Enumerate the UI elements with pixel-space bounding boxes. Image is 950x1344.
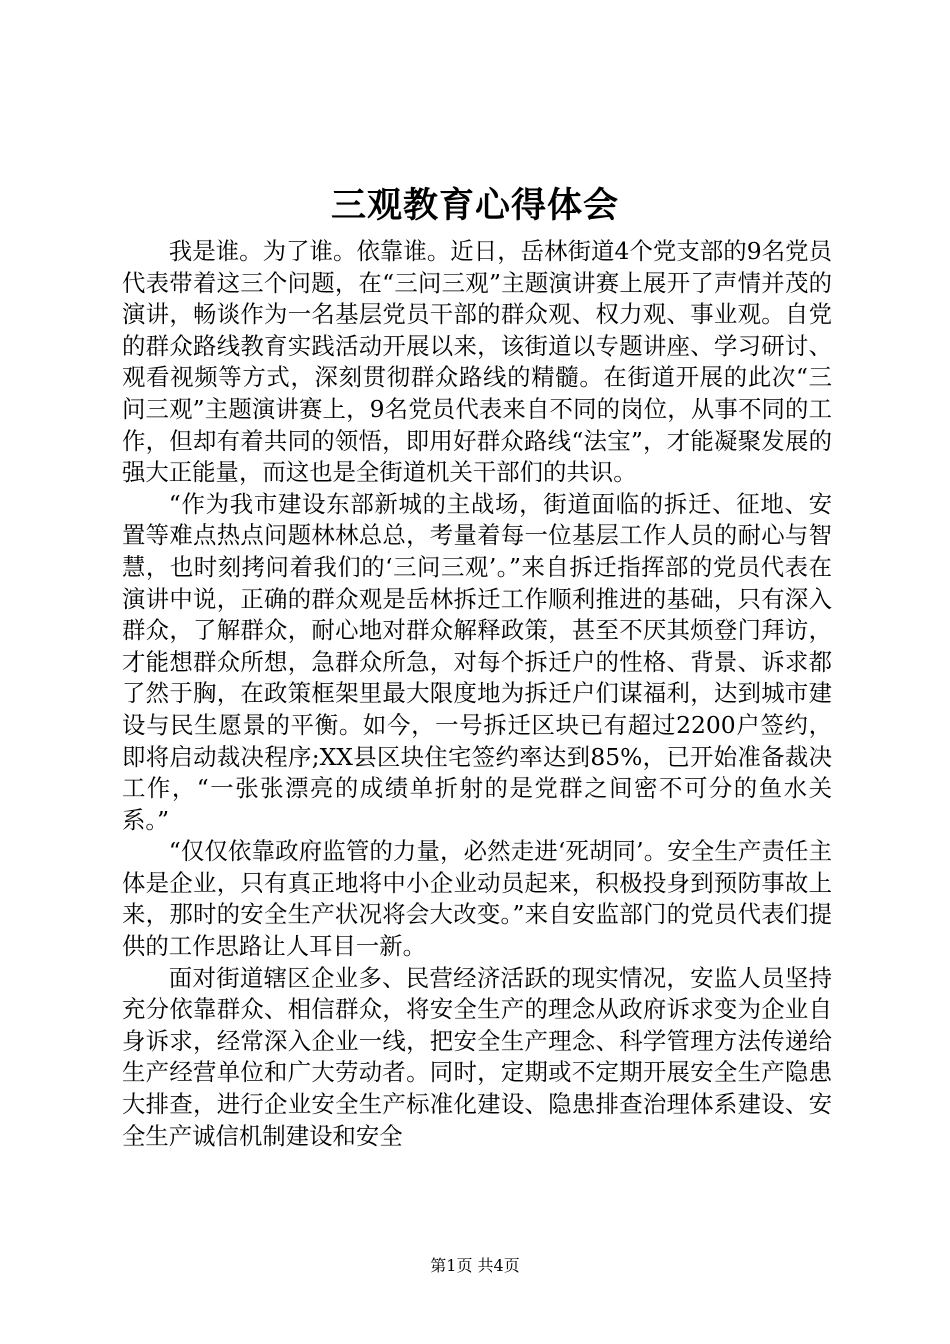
paragraph-2: “作为我市建设东部新城的主战场，街道面临的拆迁、征地、安置等难点热点问题林林总总，考量着每一位基层工作人员的耐心与智慧，也时刻拷问着我们的‘三问三观’。”来自拆迁指挥部的党员代表在演讲中说，正确的群众观是岳林拆迁工作顺利推进的基础，只有深入群众，了解群众，耐心地对群众解释政策，甚至不厌其烦登门拜访，才能想群众所想，急群众所急，对每个拆迁户的性格、背景、诉求都了然于胸，在政策框架里最大限度地为拆迁户们谋福利，达到城市建设与民生愿景的平衡。如今，一号拆迁区块已有超过2200户签约，即将启动裁决程序;XX县区块住宅签约率达到85%，已开始准备裁决工作，“一张张漂亮的成绩单折射的是党群之间密不可分的鱼水关系。” [122,489,832,834]
page-number-footer: 第1页 共4页 [430,1256,520,1275]
document-body [122,236,832,1152]
document-title: 三观教育心得体会 [330,185,619,226]
paragraph-3: “仅仅依靠政府监管的力量，必然走进‘死胡同’。安全生产责任主体是企业，只有真正地将中小企业动员起来，积极投身到预防事故上来，那时的安全生产状况将会大改变。”来自安监部门的党员代表们提供的工作思路让人耳目一新。 [122,837,832,961]
paragraph-1: 我是谁。为了谁。依靠谁。近日，岳林街道4个党支部的9名党员代表带着这三个问题，在“三问三观”主题演讲赛上展开了声情并茂的演讲，畅谈作为一名基层党员干部的群众观、权力观、事业观。自党的群众路线教育实践活动开展以来，该街道以专题讲座、学习研讨、观看视频等方式，深刻贯彻群众路线的精髓。在街道开展的此次“三问三观”主题演讲赛上，9名党员代表来自不同的岗位，从事不同的工作，但却有着共同的领悟，即用好群众路线“法宝”，才能凝聚发展的强大正能量，而这也是全街道机关干部们的共识。 [122,237,832,487]
paragraph-4: 面对街道辖区企业多、民营经济活跃的现实情况，安监人员坚持充分依靠群众、相信群众，将安全生产的理念从政府诉求变为企业自身诉求，经常深入企业一线，把安全生产理念、科学管理方法传递给生产经营单位和广大劳动者。同时，定期或不定期开展安全生产隐患大排查，进行企业安全生产标准化建设、隐患排查治理体系建设、安全生产诚信机制建设和安全 [122,963,832,1150]
